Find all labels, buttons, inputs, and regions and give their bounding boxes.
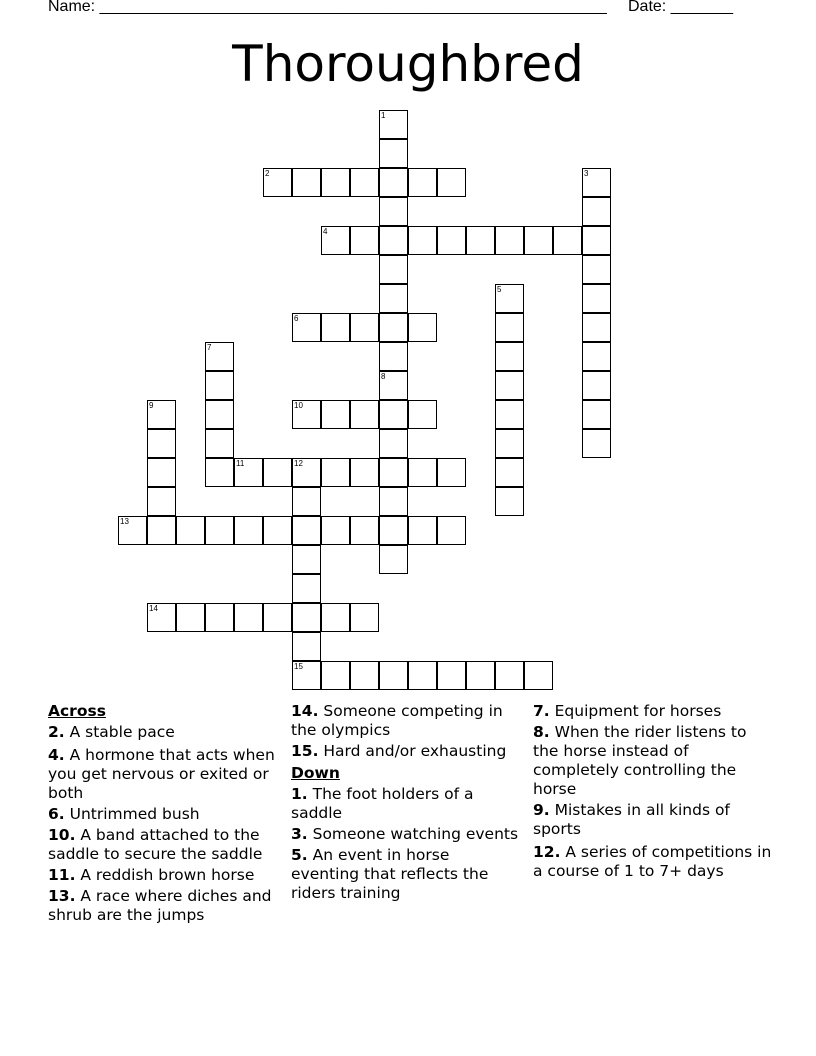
date-field[interactable]: Date: _______ <box>628 0 733 15</box>
grid-cell[interactable] <box>292 168 321 197</box>
clue-across-14: 14. Someone competing in the olympics <box>291 702 503 739</box>
grid-cell[interactable] <box>495 313 524 342</box>
grid-cell[interactable] <box>379 487 408 516</box>
clue-number: 9 <box>149 401 154 410</box>
clues-column-1 <box>48 702 276 925</box>
clues-column-3 <box>533 702 773 881</box>
clue-down-8: 8. When the rider listens to the horse instead of completely controlling the horse <box>533 723 747 798</box>
grid-cell[interactable] <box>379 458 408 487</box>
clue-down-5: 5. An event in horse eventing that reflects the riders training <box>291 846 489 902</box>
grid-cell[interactable] <box>205 603 234 632</box>
clue-down-7: 7. Equipment for horses <box>533 702 722 720</box>
grid-cell[interactable] <box>321 661 350 690</box>
grid-cell[interactable] <box>147 429 176 458</box>
grid-cell[interactable] <box>379 284 408 313</box>
grid-cell[interactable] <box>408 661 437 690</box>
grid-cell[interactable] <box>263 516 292 545</box>
grid-cell[interactable] <box>495 458 524 487</box>
grid-cell[interactable] <box>553 226 582 255</box>
grid-cell[interactable] <box>350 168 379 197</box>
puzzle-title: Thoroughbred <box>232 35 584 93</box>
clue-number: 4 <box>323 227 328 236</box>
grid-cell[interactable] <box>466 226 495 255</box>
grid-cell[interactable] <box>495 371 524 400</box>
grid-cell[interactable] <box>321 313 350 342</box>
grid-cell[interactable] <box>147 516 176 545</box>
clue-number: 12 <box>294 459 303 468</box>
grid-cell[interactable] <box>321 458 350 487</box>
grid-cell[interactable] <box>321 168 350 197</box>
grid-cell[interactable] <box>321 400 350 429</box>
grid-cell[interactable] <box>495 284 524 313</box>
grid-cell[interactable] <box>321 603 350 632</box>
clue-number: 14 <box>149 604 158 613</box>
grid-cell[interactable] <box>495 487 524 516</box>
grid-cell[interactable] <box>379 110 408 139</box>
grid-cell[interactable] <box>234 603 263 632</box>
grid-cell[interactable] <box>292 487 321 516</box>
grid-cell[interactable] <box>379 516 408 545</box>
grid-cell[interactable] <box>350 458 379 487</box>
clue-number: 2 <box>265 169 270 178</box>
grid-cell[interactable] <box>379 226 408 255</box>
grid-cell[interactable] <box>292 458 321 487</box>
grid-cell[interactable] <box>234 458 263 487</box>
grid-cell[interactable] <box>437 226 466 255</box>
grid-cell[interactable] <box>582 197 611 226</box>
grid-cell[interactable] <box>118 516 147 545</box>
grid-cell[interactable] <box>379 342 408 371</box>
grid-cell[interactable] <box>379 197 408 226</box>
grid-cell[interactable] <box>408 313 437 342</box>
grid-cell[interactable] <box>379 313 408 342</box>
grid-cell[interactable] <box>582 226 611 255</box>
grid-cell[interactable] <box>292 661 321 690</box>
grid-cell[interactable] <box>408 458 437 487</box>
grid-cell[interactable] <box>408 516 437 545</box>
grid-cell[interactable] <box>582 342 611 371</box>
grid-cell[interactable] <box>408 400 437 429</box>
grid-cell[interactable] <box>437 458 466 487</box>
clue-number: 10 <box>294 401 303 410</box>
grid-cell[interactable] <box>292 516 321 545</box>
clue-down-1: 1. The foot holders of a saddle <box>291 785 474 822</box>
down-heading: Down <box>291 764 340 782</box>
clue-down-3: 3. Someone watching events <box>291 825 519 843</box>
clue-number: 3 <box>584 169 589 178</box>
grid-cell[interactable] <box>350 661 379 690</box>
grid-cell[interactable] <box>582 313 611 342</box>
clue-number: 13 <box>120 517 129 526</box>
grid-cell[interactable] <box>408 168 437 197</box>
clue-across-6: 6. Untrimmed bush <box>48 805 200 823</box>
grid-cell[interactable] <box>321 226 350 255</box>
grid-cell[interactable] <box>292 632 321 661</box>
grid-cell[interactable] <box>495 429 524 458</box>
grid-cell[interactable] <box>205 458 234 487</box>
clue-number: 1 <box>381 111 386 120</box>
grid-cell[interactable] <box>292 545 321 574</box>
grid-cell[interactable] <box>263 603 292 632</box>
clue-across-10: 10. A band attached to the saddle to secure the saddle <box>48 826 263 863</box>
grid-cell[interactable] <box>466 661 495 690</box>
grid-cell[interactable] <box>147 458 176 487</box>
grid-cell[interactable] <box>495 400 524 429</box>
grid-cell[interactable] <box>437 661 466 690</box>
grid-cell[interactable] <box>350 226 379 255</box>
across-heading: Across <box>48 702 106 720</box>
grid-cell[interactable] <box>524 226 553 255</box>
grid-cell[interactable] <box>321 516 350 545</box>
grid-cell[interactable] <box>205 429 234 458</box>
grid-cell[interactable] <box>350 516 379 545</box>
clue-number: 15 <box>294 662 303 671</box>
grid-cell[interactable] <box>234 516 263 545</box>
grid-cell[interactable] <box>350 603 379 632</box>
grid-cell[interactable] <box>437 516 466 545</box>
grid-cell[interactable] <box>379 545 408 574</box>
clue-across-11: 11. A reddish brown horse <box>48 866 255 884</box>
clue-number: 11 <box>236 459 245 468</box>
grid-cell[interactable] <box>350 400 379 429</box>
grid-cell[interactable] <box>379 255 408 284</box>
grid-cell[interactable] <box>582 168 611 197</box>
grid-cell[interactable] <box>350 313 379 342</box>
clue-number: 7 <box>207 343 212 352</box>
grid-cell[interactable] <box>263 458 292 487</box>
grid-cell[interactable] <box>582 255 611 284</box>
grid-cell[interactable] <box>408 226 437 255</box>
grid-cell[interactable] <box>147 487 176 516</box>
clue-number: 6 <box>294 314 299 323</box>
grid-cell[interactable] <box>292 313 321 342</box>
clue-across-4: 4. A hormone that acts when you get nervous or exited or both <box>48 746 275 802</box>
grid-cell[interactable] <box>524 661 553 690</box>
grid-cell[interactable] <box>582 400 611 429</box>
clue-number: 5 <box>497 285 502 294</box>
grid-cell[interactable] <box>263 168 292 197</box>
grid-cell[interactable] <box>379 661 408 690</box>
grid-cell[interactable] <box>582 371 611 400</box>
grid-cell[interactable] <box>292 400 321 429</box>
clue-across-15: 15. Hard and/or exhausting <box>291 742 507 760</box>
clue-across-13: 13. A race where diches and shrub are the jumps <box>48 887 272 924</box>
grid-cell[interactable] <box>379 400 408 429</box>
name-field[interactable]: Name: _________________________________________________________ <box>48 0 607 15</box>
grid-cell[interactable] <box>292 603 321 632</box>
grid-cell[interactable] <box>147 603 176 632</box>
clues-column-2 <box>291 702 519 903</box>
grid-cell[interactable] <box>176 603 205 632</box>
clue-down-9: 9. Mistakes in all kinds of sports <box>533 801 730 838</box>
grid-cell[interactable] <box>176 516 205 545</box>
grid-cell[interactable] <box>582 284 611 313</box>
clue-across-2: 2. A stable pace <box>48 723 175 741</box>
grid-cell[interactable] <box>205 371 234 400</box>
clue-number: 8 <box>381 372 386 381</box>
grid-cell[interactable] <box>495 661 524 690</box>
grid-cell[interactable] <box>437 168 466 197</box>
clue-down-12: 12. A series of competitions in a course of 1 to 7+ days <box>533 843 772 880</box>
grid-cell[interactable] <box>582 429 611 458</box>
grid-cell[interactable] <box>292 574 321 603</box>
grid-cell[interactable] <box>205 516 234 545</box>
grid-cell[interactable] <box>379 371 408 400</box>
grid-cell[interactable] <box>495 342 524 371</box>
grid-cell[interactable] <box>379 168 408 197</box>
grid-cell[interactable] <box>205 342 234 371</box>
grid-cell[interactable] <box>205 400 234 429</box>
grid-cell[interactable] <box>147 400 176 429</box>
grid-cell[interactable] <box>495 226 524 255</box>
grid-cell[interactable] <box>379 139 408 168</box>
grid-cell[interactable] <box>379 429 408 458</box>
